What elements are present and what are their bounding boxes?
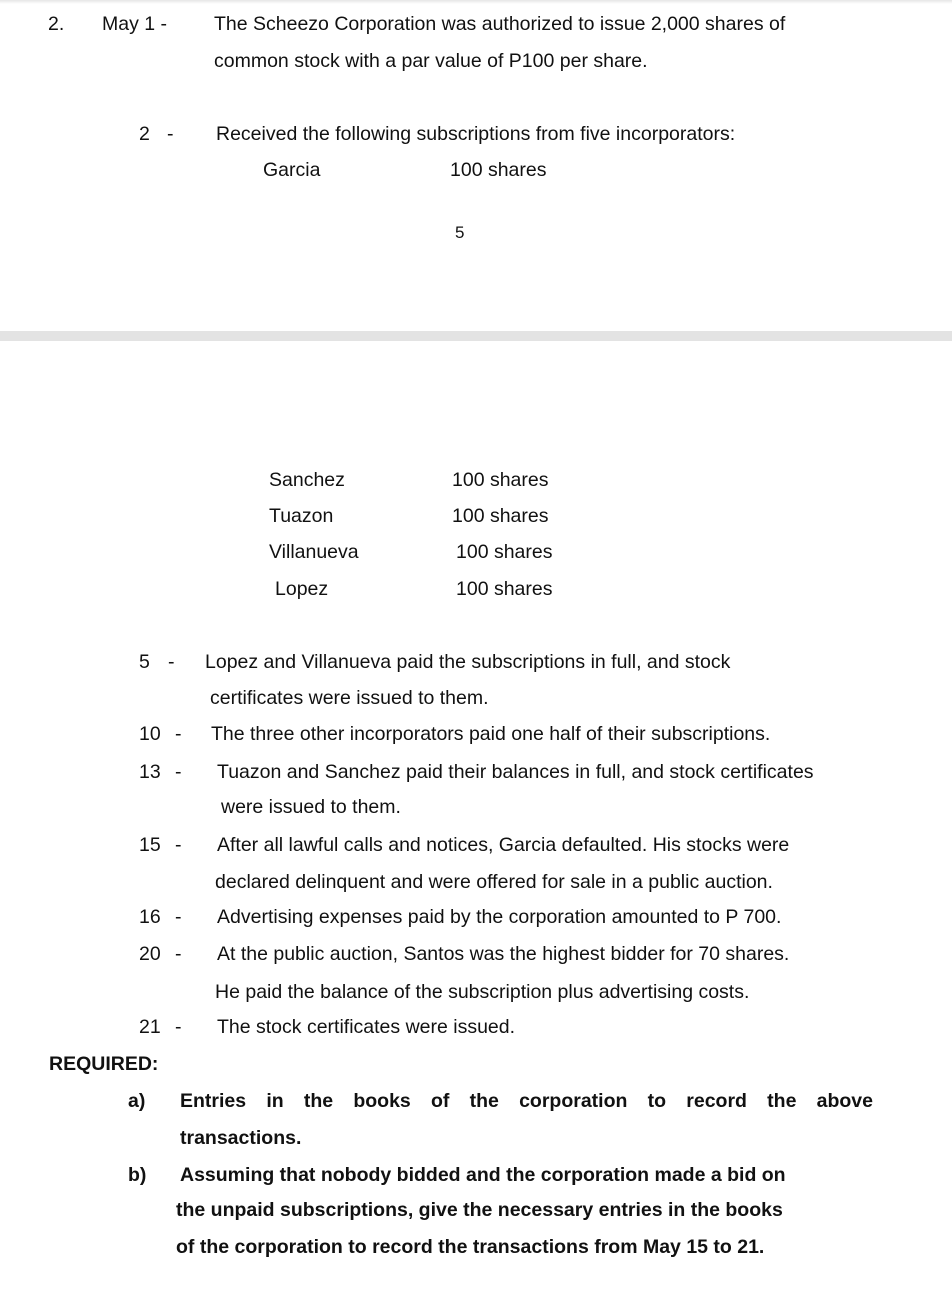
entry-text-line1: Tuazon and Sanchez paid their balances in full, and stock certificates bbox=[217, 761, 814, 783]
entry-text: Received the following subscriptions from five incorporators: bbox=[216, 123, 736, 145]
page-number: 5 bbox=[455, 223, 465, 242]
problem-date: May 1 - bbox=[102, 13, 168, 35]
entry-day: 5 bbox=[139, 651, 150, 673]
entry-text-line1: The three other incorporators paid one half of their subscriptions. bbox=[211, 723, 771, 745]
entry-dash: - bbox=[175, 1016, 182, 1038]
subscriber-shares: 100 shares bbox=[456, 578, 553, 600]
entry-text-line2: He paid the balance of the subscription plus advertising costs. bbox=[215, 981, 750, 1003]
problem-text-line1: The Scheezo Corporation was authorized to issue 2,000 shares of bbox=[214, 13, 786, 35]
entry-day: 21 bbox=[139, 1016, 161, 1038]
entry-day: 20 bbox=[139, 943, 161, 965]
subscriber-name: Villanueva bbox=[269, 541, 359, 563]
required-item-line2: the unpaid subscriptions, give the necessary entries in the books bbox=[176, 1199, 783, 1221]
page-break bbox=[0, 331, 952, 341]
entry-dash: - bbox=[167, 123, 174, 145]
problem-text-line2: common stock with a par value of P100 per share. bbox=[214, 50, 648, 72]
required-item-line2: transactions. bbox=[180, 1127, 302, 1149]
entry-day: 13 bbox=[139, 761, 161, 783]
subscriber-shares: 100 shares bbox=[452, 505, 549, 527]
entry-dash: - bbox=[175, 906, 182, 928]
subscriber-name: Lopez bbox=[275, 578, 329, 600]
subscriber-name: Sanchez bbox=[269, 469, 345, 491]
entry-day: 2 bbox=[139, 123, 150, 145]
subscriber-name: Garcia bbox=[263, 159, 321, 181]
entry-day: 15 bbox=[139, 834, 161, 856]
required-item-label: b) bbox=[128, 1164, 147, 1186]
required-item-line3: of the corporation to record the transactions from May 15 to 21. bbox=[176, 1236, 765, 1258]
required-item-label: a) bbox=[128, 1090, 146, 1112]
entry-day: 16 bbox=[139, 906, 161, 928]
entry-text-line1: Lopez and Villanueva paid the subscriptions in full, and stock bbox=[205, 651, 731, 673]
entry-dash: - bbox=[175, 761, 182, 783]
subscriber-shares: 100 shares bbox=[456, 541, 553, 563]
subscriber-shares: 100 shares bbox=[450, 159, 547, 181]
required-item-line1: Entries in the books of the corporation to record the above bbox=[180, 1090, 873, 1112]
entry-text-line1: Advertising expenses paid by the corporation amounted to P 700. bbox=[217, 906, 782, 928]
entry-text-line2: declared delinquent and were offered for sale in a public auction. bbox=[215, 871, 773, 893]
subscriber-name: Tuazon bbox=[269, 505, 334, 527]
entry-dash: - bbox=[175, 943, 182, 965]
entry-dash: - bbox=[175, 723, 182, 745]
page-top-shadow bbox=[0, 0, 952, 4]
entry-dash: - bbox=[175, 834, 182, 856]
entry-text-line2: were issued to them. bbox=[221, 796, 401, 818]
required-item-line1: Assuming that nobody bidded and the corporation made a bid on bbox=[180, 1164, 786, 1186]
entry-dash: - bbox=[168, 651, 175, 673]
problem-number: 2. bbox=[48, 13, 65, 35]
entry-text-line2: certificates were issued to them. bbox=[210, 687, 489, 709]
entry-day: 10 bbox=[139, 723, 161, 745]
entry-text-line1: After all lawful calls and notices, Garcia defaulted. His stocks were bbox=[217, 834, 790, 856]
subscriber-shares: 100 shares bbox=[452, 469, 549, 491]
entry-text-line1: At the public auction, Santos was the highest bidder for 70 shares. bbox=[217, 943, 790, 965]
entry-text-line1: The stock certificates were issued. bbox=[217, 1016, 516, 1038]
required-heading: REQUIRED: bbox=[49, 1053, 159, 1075]
